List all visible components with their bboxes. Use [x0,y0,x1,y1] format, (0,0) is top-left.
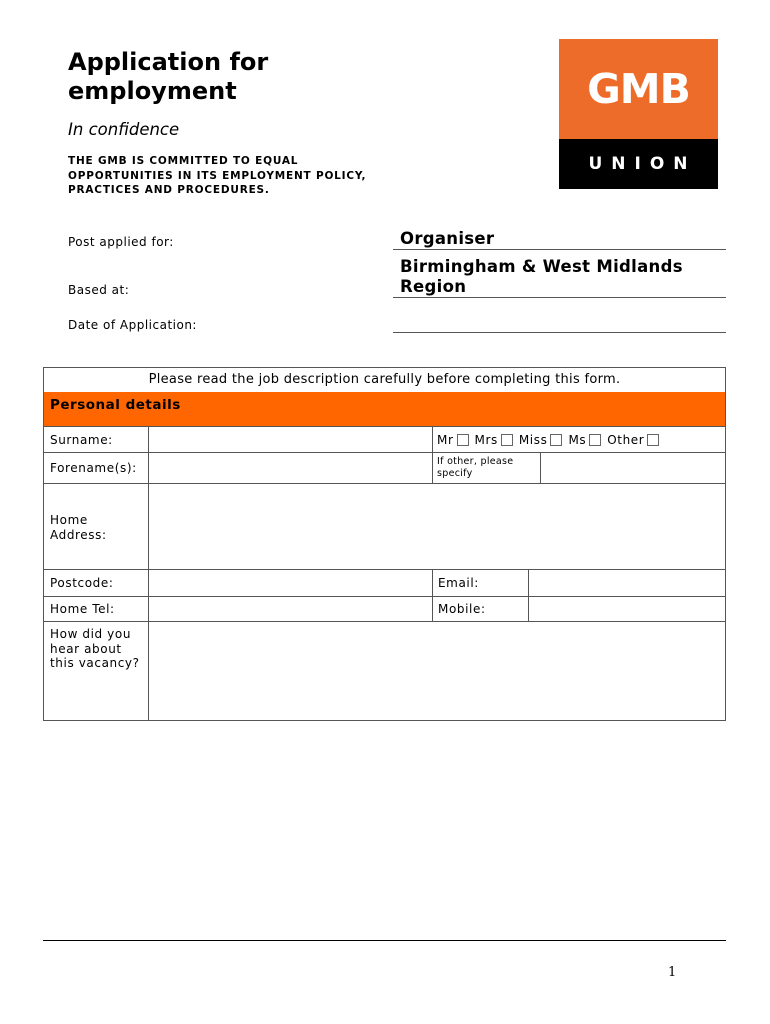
home-address-label: Home Address: [50,513,107,542]
title-miss-checkbox[interactable] [550,434,562,446]
email-label: Email: [438,576,479,590]
title-mr-label: Mr [437,433,454,447]
title-ms-checkbox[interactable] [589,434,601,446]
based-at-value: Birmingham & West Midlands Region [400,257,683,296]
mobile-label: Mobile: [438,602,486,616]
title-mr-checkbox[interactable] [457,434,469,446]
gmb-union-logo [559,39,718,189]
equal-opportunities-statement: THE GMB IS COMMITTED TO EQUAL OPPORTUNITIES IN ITS EMPLOYMENT POLICY, PRACTICES AND PROCEDURES. [68,155,367,196]
date-of-application-label: Date of Application: [68,318,197,332]
section-header-personal-details: Personal details [44,392,725,426]
title-mrs-label: Mrs [474,433,498,447]
post-applied-rule [393,249,726,250]
title-miss-label: Miss [518,433,548,447]
form-instruction: Please read the job description carefully before completing this form. [148,372,621,387]
personal-details-form [43,367,726,721]
logo-union: UNION [559,139,718,189]
title-other-label: Other [607,433,645,447]
page-number: 1 [668,965,677,980]
title-other-checkbox[interactable] [647,434,659,446]
title-options [437,433,665,448]
mobile-input[interactable] [529,597,725,621]
post-applied-label: Post applied for: [68,235,174,249]
other-title-input[interactable] [541,453,725,483]
forename-label: Forename(s): [50,461,137,475]
surname-input[interactable] [149,427,432,452]
postcode-input[interactable] [149,570,432,596]
home-address-input[interactable] [149,484,725,569]
vacancy-source-label: How did you hear about this vacancy? [50,627,140,670]
date-of-application-field[interactable] [393,332,726,333]
vacancy-source-input[interactable] [149,622,725,720]
other-specify-label: If other, please specify [437,456,514,479]
forename-input[interactable] [149,453,432,483]
postcode-label: Postcode: [50,576,114,590]
home-tel-input[interactable] [149,597,432,621]
title-mrs-checkbox[interactable] [501,434,513,446]
post-applied-value: Organiser [400,229,495,248]
footer-divider [43,940,726,941]
email-input[interactable] [529,570,725,596]
title-ms-label: Ms [568,433,587,447]
surname-label: Surname: [50,433,113,447]
based-at-label: Based at: [68,283,130,297]
based-at-rule [393,297,726,298]
home-tel-label: Home Tel: [50,602,115,616]
logo-gmb: GMB [559,39,718,139]
page-title: Application for employment [68,48,269,105]
confidential-subtitle: In confidence [68,120,180,139]
